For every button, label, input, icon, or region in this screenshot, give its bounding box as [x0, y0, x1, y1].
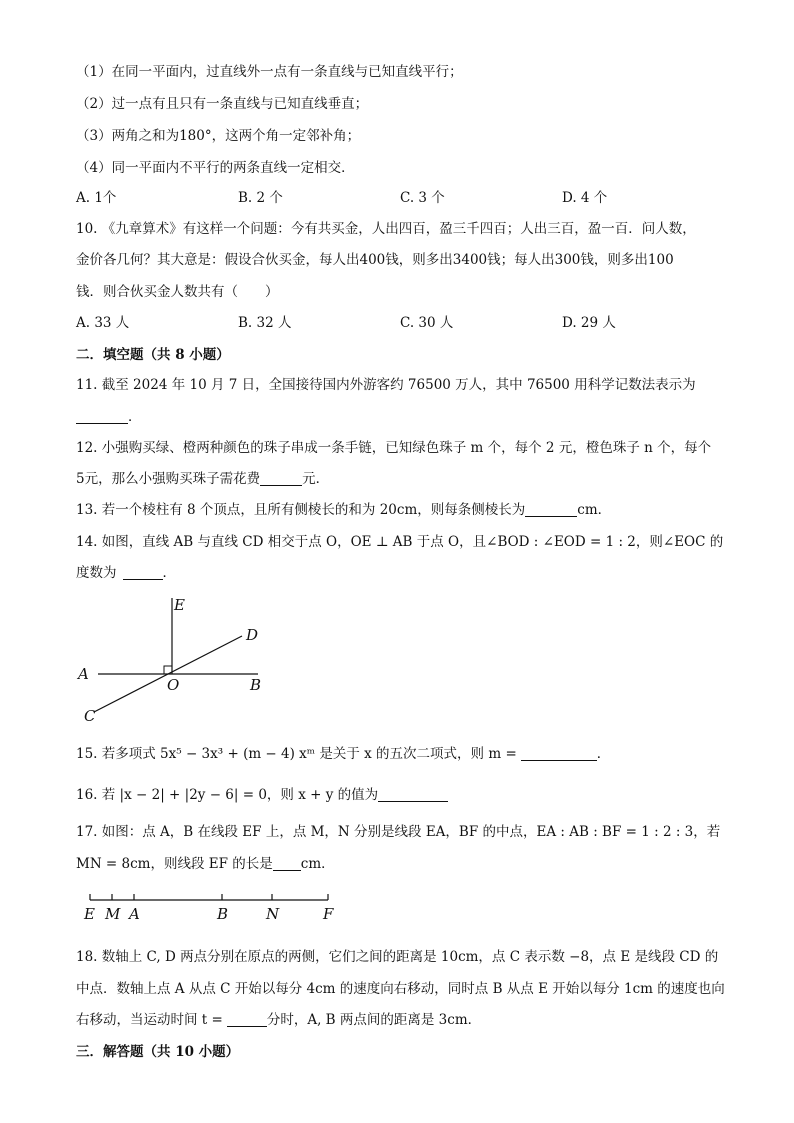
- q13-text-b: cm．: [577, 502, 612, 518]
- q9-option-c: C. 3 个: [400, 190, 445, 206]
- q10-option-a: A. 33 人: [76, 315, 130, 331]
- q15-text-a: 15. 若多项式 5x⁵ − 3x³ + (m − 4) xᵐ 是关于 x 的五次二项式，则 m =: [76, 746, 517, 762]
- label-o: O: [167, 676, 180, 694]
- section-2-heading: 二．填空题（共 8 小题）: [76, 347, 230, 363]
- label-e: E: [174, 596, 185, 614]
- statement-1: （1）在同一平面内，过直线外一点有一条直线与已知直线平行；: [76, 64, 463, 80]
- q11-answer-blank[interactable]: [76, 409, 128, 424]
- q10-option-b: B. 32 人: [238, 315, 292, 331]
- q10-option-d: D. 29 人: [562, 315, 616, 331]
- q14-line-1: 14. 如图，直线 AB 与直线 CD 相交于点 O，OE ⊥ AB 于点 O，且∠BOD : ∠EOD = 1 : 2，则∠EOC 的: [76, 534, 724, 550]
- q11-line-1: 11. 截至 2024 年 10 月 7 日，全国接待国内外游客约 76500 万人，其中 76500 用科学记数法表示为: [76, 377, 696, 393]
- statement-4: （4）同一平面内不平行的两条直线一定相交．: [76, 160, 355, 176]
- label-a: A: [129, 905, 140, 923]
- q14-line-2: [76, 564, 176, 582]
- section-3-heading: 三．解答题（共 10 小题）: [76, 1044, 240, 1060]
- q15-answer-blank[interactable]: [521, 746, 597, 761]
- q10-line-3: 钱．则合伙买金人数共有（ ）: [76, 284, 279, 300]
- q13-text-a: 13. 若一个棱柱有 8 个顶点，且所有侧棱长的和为 20cm，则每条侧棱长为: [76, 502, 526, 518]
- label-a: A: [78, 665, 89, 683]
- q12-text-b: 元．: [302, 471, 330, 487]
- q17-text-a: MN = 8cm，则线段 EF 的长是: [76, 856, 273, 872]
- q15-line: [76, 745, 610, 763]
- q17-answer-blank[interactable]: [273, 856, 301, 871]
- q9-option-b: B. 2 个: [238, 190, 283, 206]
- q17-text-b: cm．: [300, 856, 335, 872]
- q12-text-a: 5元，那么小强购买珠子需花费: [76, 471, 261, 487]
- q14-text-b: ．: [162, 565, 176, 581]
- q17-line-2: [76, 855, 335, 873]
- q10-line-2: 金价各几何？其大意是：假设合伙买金，每人出400钱，则多出3400钱；每人出300钱，则多出100: [76, 252, 674, 268]
- q18-line-1: 18. 数轴上 C, D 两点分别在原点的两侧，它们之间的距离是 10cm，点 C 表示数 −8，点 E 是线段 CD 的: [76, 949, 719, 965]
- q12-line-2: [76, 470, 329, 488]
- q14-figure: [70, 592, 270, 725]
- label-f: F: [323, 905, 334, 923]
- q18-text-a: 右移动，当运动时间 t =: [76, 1012, 223, 1028]
- q15-text-b: ．: [596, 746, 611, 762]
- label-m: M: [105, 905, 121, 923]
- q10-option-c: C. 30 人: [400, 315, 454, 331]
- q16-line: [76, 786, 448, 804]
- q12-line-1: 12. 小强购买绿、橙两种颜色的珠子串成一条手链，已知绿色珠子 m 个，每个 2 元，橙色珠子 n 个，每个: [76, 440, 712, 456]
- label-n: N: [266, 905, 280, 923]
- q18-answer-blank[interactable]: [227, 1012, 267, 1027]
- q16-text-a: 16. 若 |x − 2| + |2y − 6| = 0，则 x + y 的值为: [76, 787, 379, 803]
- q9-option-a: A. 1个: [76, 190, 117, 206]
- q13-answer-blank[interactable]: [525, 502, 577, 517]
- q11-end: ．: [128, 409, 142, 425]
- label-d: D: [246, 626, 259, 644]
- q11-line-2: [76, 408, 142, 426]
- statement-2: （2）过一点有且只有一条直线与已知直线垂直；: [76, 96, 369, 112]
- q17-line-1: 17. 如图：点 A，B 在线段 EF 上，点 M，N 分别是线段 EA，BF 的中点，EA : AB : BF = 1 : 2 : 3，若: [76, 824, 721, 840]
- q18-line-3: [76, 1011, 481, 1029]
- label-e: E: [84, 905, 95, 923]
- q13-line: [76, 501, 611, 519]
- label-c: C: [84, 707, 96, 725]
- label-b: B: [217, 905, 229, 923]
- q10-line-1: 10. 《九章算术》有这样一个问题：今有共买金，人出四百，盈三千四百；人出三百，盈一百．问人数，: [76, 221, 696, 237]
- q14-answer-blank[interactable]: [123, 565, 163, 580]
- statement-3: （3）两角之和为180°，这两个角一定邻补角；: [76, 128, 361, 144]
- q9-option-d: D. 4 个: [562, 190, 608, 206]
- q17-figure: [80, 892, 340, 932]
- q12-answer-blank[interactable]: [260, 471, 302, 486]
- q18-line-2: 中点．数轴上点 A 从点 C 开始以每分 4cm 的速度向右移动，同时点 B 从点 E 开始以每分 1cm 的速度也向: [76, 981, 725, 997]
- q14-text-a: 度数为: [76, 565, 117, 581]
- q16-answer-blank[interactable]: [378, 787, 448, 802]
- q18-text-b: 分时，A, B 两点间的距离是 3cm．: [266, 1012, 482, 1028]
- label-b: B: [250, 676, 262, 694]
